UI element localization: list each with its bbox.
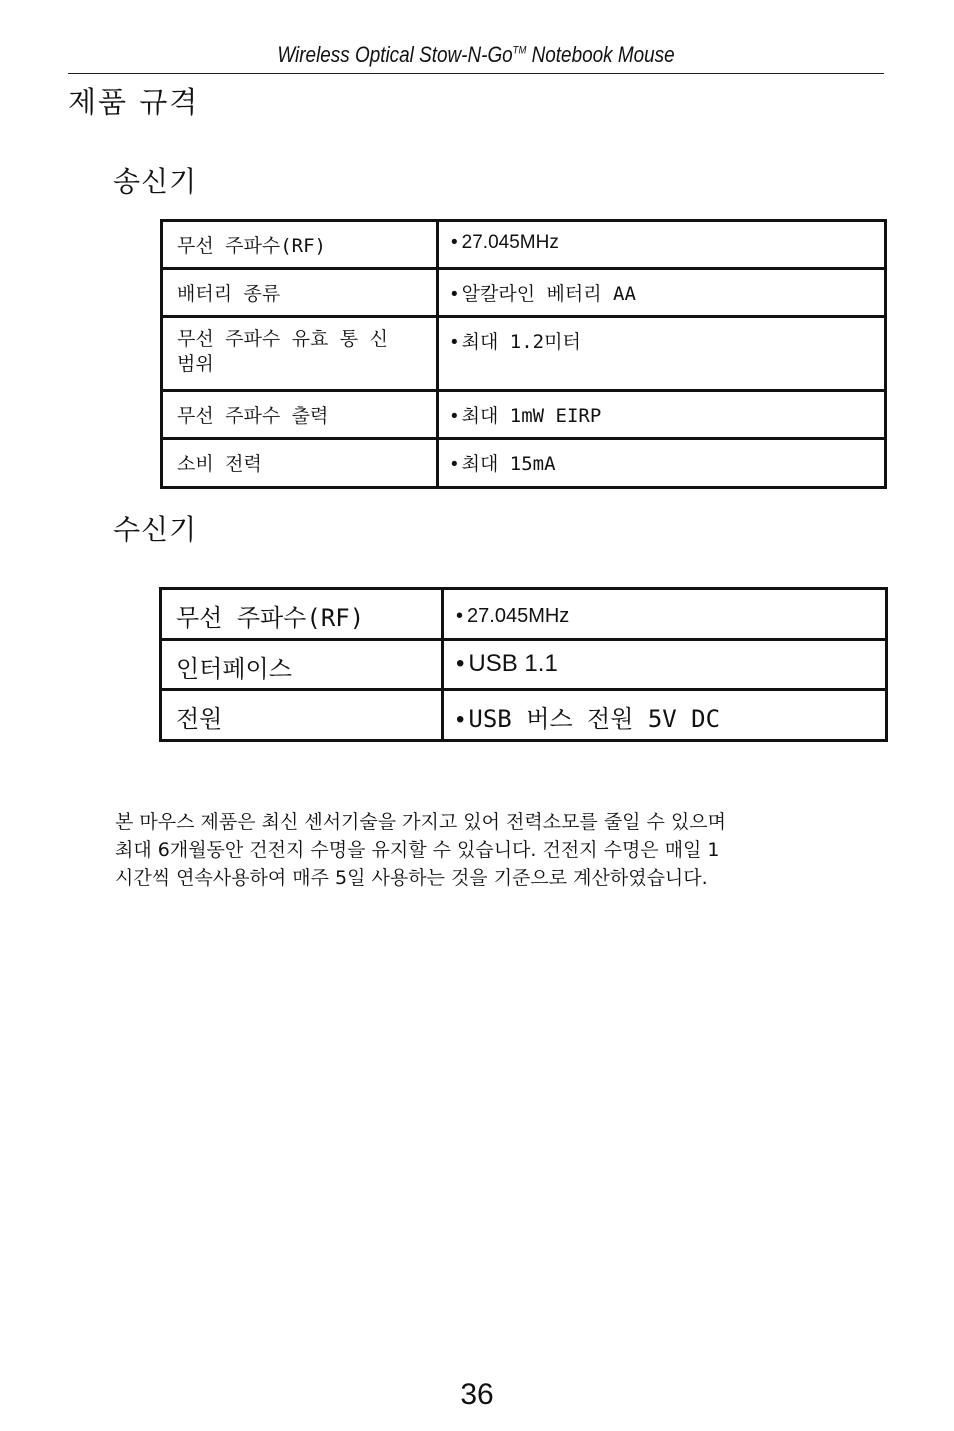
spec-label: 전원 bbox=[161, 690, 443, 741]
spec-label: 배터리 종류 bbox=[162, 269, 438, 317]
spec-value bbox=[438, 317, 886, 391]
spec-value bbox=[443, 690, 887, 741]
bullet: • bbox=[456, 706, 465, 733]
spec-label: 무선 주파수 유효 통 신 범위 bbox=[162, 317, 438, 391]
page-title: 제품 규격 bbox=[68, 85, 200, 119]
spec-value-text: 알칼라인 베터리 AA bbox=[461, 283, 636, 305]
table-row bbox=[161, 690, 887, 741]
spec-label: 무선 주파수 출력 bbox=[162, 391, 438, 439]
spec-label: 무선 주파수(RF) bbox=[162, 221, 438, 269]
table-row bbox=[162, 221, 886, 269]
bullet: • bbox=[451, 406, 458, 427]
receiver-title: 수신기 bbox=[113, 513, 198, 546]
spec-value-text: 최대 1mW EIRP bbox=[461, 405, 602, 427]
table-row bbox=[162, 317, 886, 391]
bullet: • bbox=[451, 332, 458, 353]
transmitter-title: 송신기 bbox=[113, 165, 198, 198]
spec-label: 소비 전력 bbox=[162, 439, 438, 488]
receiver-spec-table bbox=[159, 587, 888, 742]
spec-value-text: 27.045MHz bbox=[461, 232, 559, 253]
spec-value bbox=[443, 640, 887, 690]
spec-value-text: USB 1.1 bbox=[468, 650, 558, 677]
spec-label: 무선 주파수(RF) bbox=[161, 589, 443, 640]
header-title: Wireless Optical Stow-N-Go bbox=[277, 42, 513, 67]
spec-value-text: 최대 1.2미터 bbox=[461, 331, 581, 353]
spec-value bbox=[438, 221, 886, 269]
note-line: 최대 6개월동안 건전지 수명을 유지할 수 있습니다. 건전지 수명은 매일 1 bbox=[115, 839, 720, 861]
note-line: 본 마우스 제품은 최신 센서기술을 가지고 있어 전력소모를 줄일 수 있으며 bbox=[115, 811, 727, 833]
table-row bbox=[162, 269, 886, 317]
bullet: • bbox=[451, 454, 458, 475]
note-line: 시간씩 연속사용하여 매주 5일 사용하는 것을 기준으로 계산하였습니다. bbox=[115, 867, 708, 889]
spec-value bbox=[438, 439, 886, 488]
bullet: • bbox=[456, 605, 464, 627]
bullet: • bbox=[456, 650, 465, 677]
table-row bbox=[161, 640, 887, 690]
running-header bbox=[125, 42, 827, 68]
table-row bbox=[162, 439, 886, 488]
bullet: • bbox=[451, 232, 458, 253]
header-title-suffix: Notebook Mouse bbox=[526, 42, 675, 67]
bullet: • bbox=[451, 284, 458, 305]
battery-life-note bbox=[115, 808, 885, 892]
spec-value bbox=[438, 391, 886, 439]
table-row bbox=[161, 589, 887, 640]
spec-value bbox=[443, 589, 887, 640]
spec-value-text: 27.045MHz bbox=[467, 605, 570, 627]
transmitter-spec-table bbox=[160, 219, 887, 489]
page-number: 36 bbox=[460, 1378, 494, 1411]
spec-value-text: USB 버스 전원 5V DC bbox=[468, 705, 721, 733]
spec-label: 인터페이스 bbox=[161, 640, 443, 690]
trademark-mark: TM bbox=[512, 44, 527, 57]
spec-value-text: 최대 15mA bbox=[461, 453, 556, 475]
spec-value bbox=[438, 269, 886, 317]
table-row bbox=[162, 391, 886, 439]
header-rule bbox=[68, 73, 884, 74]
